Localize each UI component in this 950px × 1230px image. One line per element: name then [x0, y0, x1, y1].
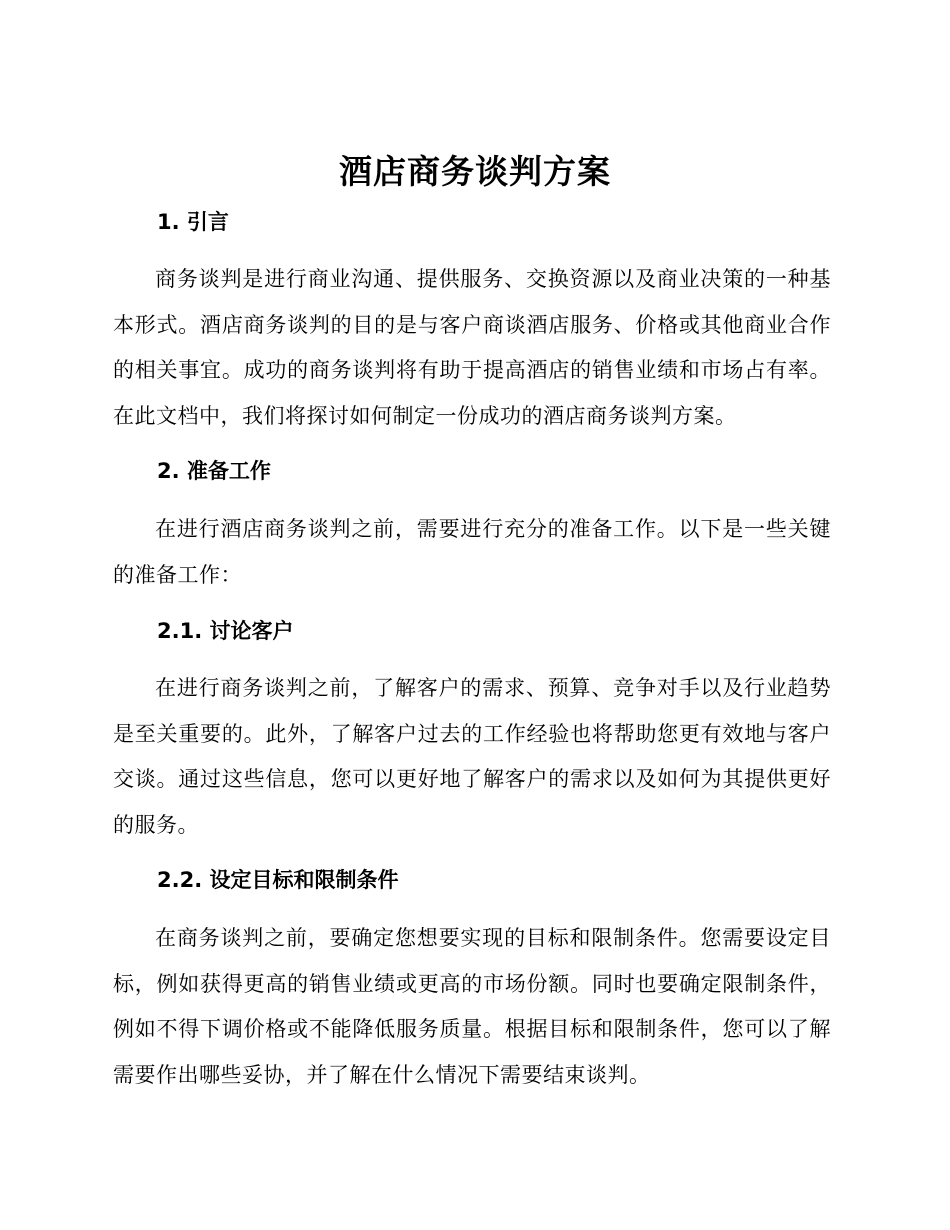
section-heading-preparation: 2. 准备工作: [157, 459, 271, 483]
document-title: 酒店商务谈判方案: [339, 152, 611, 191]
section-heading-discuss-client: 2.1. 讨论客户: [157, 619, 294, 643]
section-paragraph-preparation: 在进行酒店商务谈判之前，需要进行充分的准备工作。以下是一些关键的准备工作：: [113, 517, 831, 587]
section-paragraph-goals-constraints: 在商务谈判之前，要确定您想要实现的目标和限制条件。您需要设定目标，例如获得更高的销售业绩或更高的市场份额。同时也要确定限制条件，例如不得下调价格或不能降低服务质量。根据目标和限制条件，您可以了解需要作出哪些妥协，并了解在什么情况下需要结束谈判。: [113, 926, 831, 1087]
section-paragraph-discuss-client: 在进行商务谈判之前，了解客户的需求、预算、竞争对手以及行业趋势是至关重要的。此外，了解客户过去的工作经验也将帮助您更有效地与客户交谈。通过这些信息，您可以更好地了解客户的需求以及如何为其提供更好的服务。: [113, 676, 831, 837]
section-heading-intro: 1. 引言: [157, 210, 229, 234]
section-heading-goals-constraints: 2.2. 设定目标和限制条件: [157, 868, 399, 892]
section-paragraph-intro: 商务谈判是进行商业沟通、提供服务、交换资源以及商业决策的一种基本形式。酒店商务谈判的目的是与客户商谈酒店服务、价格或其他商业合作的相关事宜。成功的商务谈判将有助于提高酒店的销售业绩和市场占有率。在此文档中，我们将探讨如何制定一份成功的酒店商务谈判方案。: [113, 267, 831, 428]
